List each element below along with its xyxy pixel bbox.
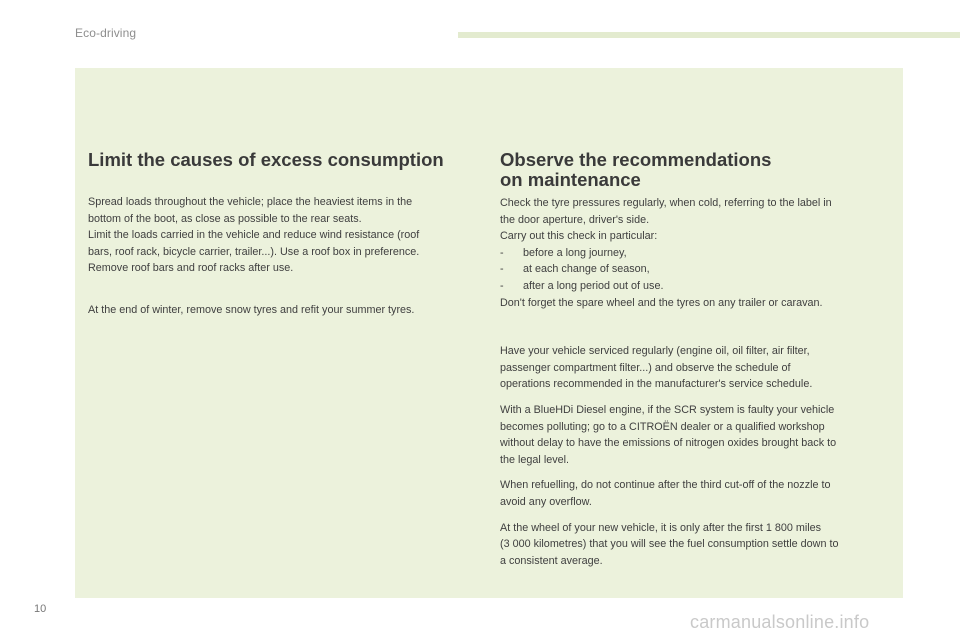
newcar-block	[500, 520, 892, 570]
watermark: carmanualsonline.info	[690, 612, 870, 632]
bullet-text: at each change of season,	[523, 263, 650, 276]
page-number: 10	[34, 603, 47, 615]
refuel-line: avoid any overflow.	[500, 495, 592, 508]
newcar-line: a consistent average.	[500, 554, 603, 567]
section-title: Eco-driving	[75, 26, 137, 40]
service-block	[500, 343, 892, 393]
left-para1-line: Remove roof bars and roof racks after use.	[88, 262, 294, 275]
bullet-dash: -	[500, 263, 504, 276]
tyres-line: the door aperture, driver's side.	[500, 213, 650, 226]
refuel-line: When refuelling, do not continue after the third cut-off of the nozzle to	[500, 479, 831, 492]
bullet-text: before a long journey,	[523, 246, 627, 259]
newcar-line: (3 000 kilometres) that you will see the fuel consumption settle down to	[500, 538, 839, 551]
service-line: Have your vehicle serviced regularly (engine oil, oil filter, air filter,	[500, 345, 810, 358]
bullet-dash: -	[500, 279, 504, 292]
bullet-item	[500, 261, 892, 278]
left-para1-line: bottom of the boot, as close as possible to the rear seats.	[88, 212, 362, 225]
tyres-line: Carry out this check in particular:	[500, 230, 658, 243]
right-heading-line1: Observe the recommendations	[500, 149, 772, 170]
refuel-block	[500, 477, 892, 510]
tyres-after: Don't forget the spare wheel and the tyres on any trailer or caravan.	[500, 296, 823, 309]
bullet-item	[500, 245, 892, 262]
bullet-text: after a long period out of use.	[523, 279, 664, 292]
bluehdi-block	[500, 402, 892, 468]
left-para1-line: Spread loads throughout the vehicle; place the heaviest items in the	[88, 196, 413, 208]
right-column	[500, 150, 892, 569]
bullet-dash: -	[500, 246, 504, 259]
newcar-line: At the wheel of your new vehicle, it is only after the first 1 800 miles	[500, 521, 822, 534]
bluehdi-line: without delay to have the emissions of nitrogen oxides brought back to	[500, 437, 837, 450]
left-para2: At the end of winter, remove snow tyres and refit your summer tyres.	[88, 303, 415, 316]
tyres-block	[500, 195, 892, 311]
left-para1-line: bars, roof rack, bicycle carrier, trailer...). Use a roof box in preference.	[88, 245, 420, 258]
service-line: passenger compartment filter...) and observe the schedule of	[500, 361, 791, 374]
header-accent-bar	[458, 32, 960, 38]
bluehdi-line: the legal level.	[500, 453, 570, 466]
bluehdi-line: becomes polluting; go to a CITROËN dealer or a qualified workshop	[500, 420, 825, 433]
bullet-item	[500, 278, 892, 295]
left-column	[88, 150, 473, 319]
right-heading-line2: on maintenance	[500, 169, 641, 190]
left-para1-line: Limit the loads carried in the vehicle and reduce wind resistance (roof	[88, 229, 420, 242]
tyres-line: Check the tyre pressures regularly, when cold, referring to the label in	[500, 197, 832, 209]
service-line: operations recommended in the manufacturer's service schedule.	[500, 378, 813, 391]
left-heading: Limit the causes of excess consumption	[88, 149, 444, 170]
bluehdi-line: With a BlueHDi Diesel engine, if the SCR system is faulty your vehicle	[500, 403, 835, 416]
